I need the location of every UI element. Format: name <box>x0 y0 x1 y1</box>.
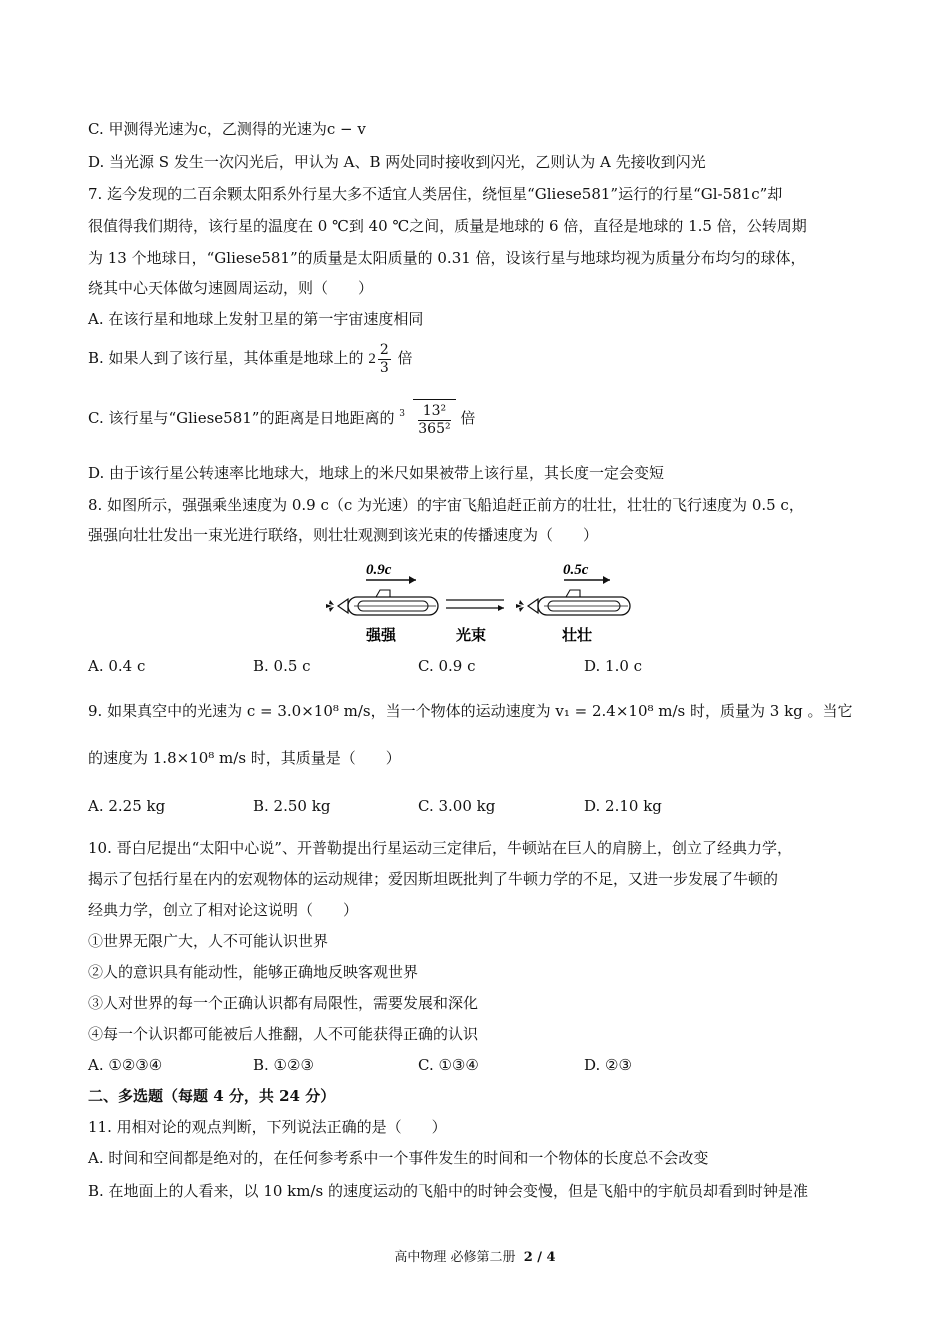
q9-stem-line-1: 9. 如果真空中的光速为 c = 3.0×10⁸ m/s，当一个物体的运动速度为 v₁ = 2.4×10⁸ m/s 时，质量为 3 kg 。当它 <box>88 702 853 720</box>
q10-option-b: B. ①②③ <box>253 1056 314 1074</box>
right-spaceship-icon <box>516 562 630 615</box>
fraction-denominator: 365² <box>418 421 451 437</box>
footer-subject: 高中物理 必修第二册 <box>394 1250 516 1265</box>
q8-option-a: A. 0.4 c <box>88 657 146 675</box>
left-ship-label: 强强 <box>366 626 397 644</box>
q11-option-a: A. 时间和空间都是绝对的，在任何参考系中一个事件发生的时间和一个物体的长度总不会改变 <box>88 1149 709 1167</box>
q10-statement-4: ④每一个认识都可能被后人推翻，人不可能获得正确的认识 <box>88 1025 479 1043</box>
q9-stem-line-2: 的速度为 1.8×10⁸ m/s 时，其质量是（ ） <box>88 749 401 767</box>
q8-option-c: C. 0.9 c <box>418 657 476 675</box>
q8-option-d: D. 1.0 c <box>584 657 643 675</box>
q7-option-b-fraction <box>378 342 391 377</box>
q10-option-d: D. ②③ <box>584 1056 632 1074</box>
q6-option-d: D. 当光源 S 发生一次闪光后，甲认为 A、B 两处同时接收到闪光，乙则认为 A 先接收到闪光 <box>88 153 706 171</box>
q7-option-b-text: B. 如果人到了该行星，其体重是地球上的 <box>88 349 364 367</box>
q9-option-d: D. 2.10 kg <box>584 797 662 815</box>
left-speed-label: 0.9c <box>366 562 392 578</box>
q7-option-b-suffix: 倍 <box>397 349 413 367</box>
spaceship-chase-figure <box>318 556 638 648</box>
q8-stem-line-2: 强强向壮壮发出一束光进行联络，则壮壮观测到该光束的传播速度为（ ） <box>88 526 599 544</box>
q7-option-b <box>88 338 413 379</box>
left-spaceship-icon <box>326 562 438 615</box>
q9-option-b: B. 2.50 kg <box>253 797 331 815</box>
q7-option-a: A. 在该行星和地球上发射卫星的第一宇宙速度相同 <box>88 310 424 328</box>
q7-stem-line-3: 为 13 个地球日，“Gliese581”的质量是太阳质量的 0.31 倍，设该行星与地球均视为质量分布均匀的球体， <box>88 249 806 267</box>
q10-statement-2: ②人的意识具有能动性，能够正确地反映客观世界 <box>88 963 419 981</box>
page-footer <box>0 1249 950 1267</box>
cube-root <box>399 399 455 440</box>
fraction-numerator: 13² <box>418 403 450 421</box>
q10-stem-line-1: 10. 哥白尼提出“太阳中心说”、开普勒提出行星运动三定律后，牛顿站在巨人的肩膀上，创立了经典力学， <box>88 839 792 857</box>
right-speed-label: 0.5c <box>563 562 589 578</box>
q6-option-c: C. 甲测得光速为c，乙测得的光速为c − v <box>88 120 366 138</box>
q7-option-c-suffix: 倍 <box>460 409 476 427</box>
right-ship-label: 壮壮 <box>562 626 593 644</box>
q9-option-c: C. 3.00 kg <box>418 797 496 815</box>
fraction-denominator: 3 <box>379 359 389 376</box>
q10-option-a: A. ①②③④ <box>88 1056 163 1074</box>
q8-stem-line-1: 8. 如图所示，强强乘坐速度为 0.9 c（c 为光速）的宇宙飞船追赶正前方的壮壮，壮壮的飞行速度为 0.5 c， <box>88 496 804 514</box>
q10-statement-3: ③人对世界的每一个正确认识都有局限性，需要发展和深化 <box>88 994 479 1012</box>
q7-option-c-fraction <box>418 403 450 438</box>
fraction-numerator: 2 <box>379 341 389 358</box>
q8-option-b: B. 0.5 c <box>253 657 311 675</box>
root-index: 3 <box>399 408 405 419</box>
q7-option-c-text: C. 该行星与“Gliese581”的距离是日地距离的 <box>88 409 395 427</box>
q10-statement-1: ①世界无限广大，人不可能认识世界 <box>88 932 329 950</box>
q7-option-d: D. 由于该行星公转速率比地球大，地球上的米尺如果被带上该行星，其长度一定会变短 <box>88 464 665 482</box>
q11-stem: 11. 用相对论的观点判断，下列说法正确的是（ ） <box>88 1118 447 1136</box>
q9-option-a: A. 2.25 kg <box>88 797 166 815</box>
q11-option-b: B. 在地面上的人看来，以 10 km/s 的速度运动的飞船中的时钟会变慢，但是飞船中的宇航员却看到时钟是准 <box>88 1182 809 1200</box>
q10-stem-line-3: 经典力学，创立了相对论这说明（ ） <box>88 901 359 919</box>
q7-option-c <box>88 398 475 440</box>
q7-stem-line-4: 绕其中心天体做匀速圆周运动，则（ ） <box>88 279 374 297</box>
q7-stem-line-1: 7. 迄今发现的二百余颗太阳系外行星大多不适宜人类居住，绕恒星“Gliese581”运行的行星“Gl-581c”却 <box>88 185 783 203</box>
beam-label: 光束 <box>456 626 487 644</box>
section-heading-multiple-choice: 二、多选题（每题 4 分，共 24 分） <box>88 1087 336 1105</box>
q10-stem-line-2: 揭示了包括行星在内的宏观物体的运动规律；爱因斯坦既批判了牛顿力学的不足，又进一步发展了牛顿的 <box>88 870 779 888</box>
q7-option-b-whole: 2 <box>368 351 376 367</box>
page-number: 2 / 4 <box>523 1250 556 1265</box>
light-beam-arrow-icon <box>446 600 504 611</box>
q7-stem-line-2: 很值得我们期待，该行星的温度在 0 ℃到 40 ℃之间，质量是地球的 6 倍，直径是地球的 1.5 倍，公转周期 <box>88 217 807 235</box>
q10-option-c: C. ①③④ <box>418 1056 479 1074</box>
